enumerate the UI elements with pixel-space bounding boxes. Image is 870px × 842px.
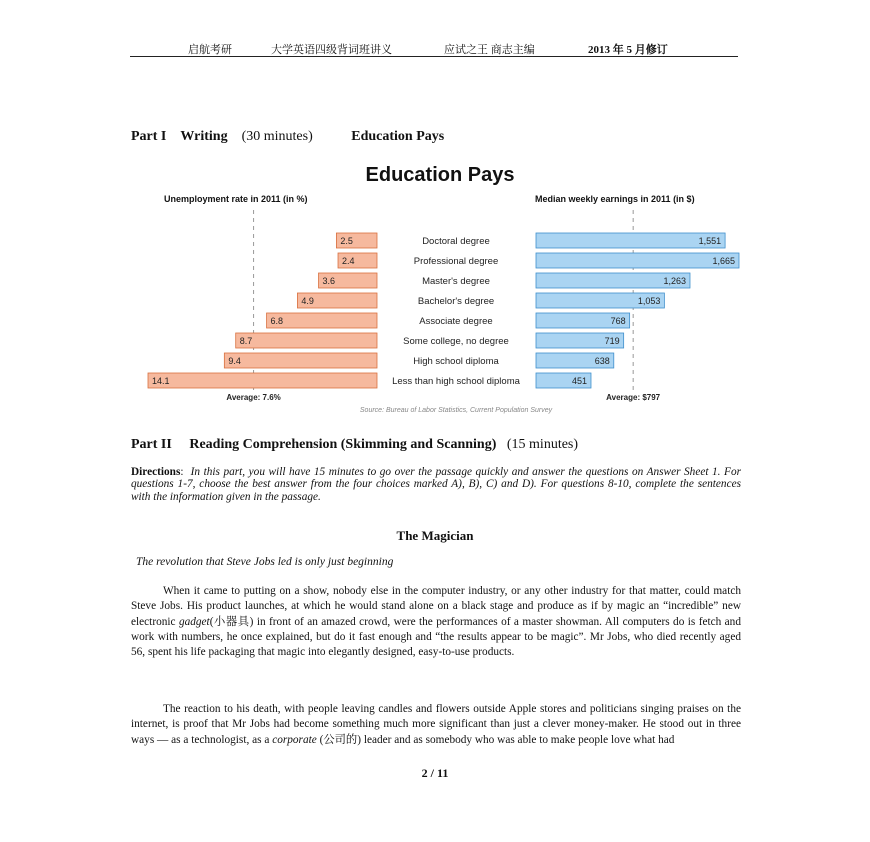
unemployment-label-7: 14.1 xyxy=(152,376,170,386)
earnings-header: Median weekly earnings in 2011 (in $) xyxy=(535,194,695,204)
part1-heading xyxy=(131,129,444,145)
p2-gloss: (公司的) xyxy=(319,733,361,746)
directions-text: In this part, you will have 15 minutes to go over the passage quickly and answer the questions on Answer Sheet 1. For questions 1-7, choose the best answer from the four choices marked A), B), C) and D). For questions 8-10, complete the sentences with the information given in the passage. xyxy=(131,466,742,503)
category-label-4: Associate degree xyxy=(419,316,493,327)
p1-part-b: in front of an amazed crowd, were the performances of a master showman. All computers do is fetch and work with numbers, he once explained, but do it fast enough and “the results appear to be magic”. Mr Jobs, who died recently aged 56, spent his life packaging that magic into elegantly designed, easy-to-use products. xyxy=(131,615,741,659)
unemployment-bar-7 xyxy=(148,373,377,388)
category-label-1: Professional degree xyxy=(413,256,499,267)
left-average-label: Average: 7.6% xyxy=(226,393,281,402)
p2-part-b: leader and as somebody who was able to make people love what had xyxy=(363,733,675,746)
chart-title: Education Pays xyxy=(365,164,515,186)
unemployment-bar-6 xyxy=(224,353,377,368)
directions-block: Directions: In this part, you will have 15 minutes to go over the passage quickly and answer the questions on Answer Sheet 1. For questions 1-7, choose the best answer from the four choices marked A), B), C) and D). For questions 8-10, complete the sentences with the information given in the passage. xyxy=(131,466,742,503)
education-pays-chart xyxy=(140,160,740,420)
category-label-0: Doctoral degree xyxy=(422,236,490,247)
category-label-7: Less than high school diploma xyxy=(392,376,520,387)
part2-heading xyxy=(131,437,578,453)
part1-topic: Education Pays xyxy=(351,129,445,144)
category-label-5: Some college, no degree xyxy=(403,336,509,347)
directions-label: Directions xyxy=(131,466,181,478)
part2-name: Reading Comprehension (Skimming and Scanning) xyxy=(189,437,497,452)
unemployment-header: Unemployment rate in 2011 (in %) xyxy=(164,194,308,204)
part2-time: (15 minutes) xyxy=(506,437,579,452)
chart-svg xyxy=(140,160,740,420)
unemployment-bar-5 xyxy=(236,333,377,348)
earnings-label-4: 768 xyxy=(610,316,626,326)
unemployment-label-4: 6.8 xyxy=(270,316,284,326)
chart-source: Source: Bureau of Labor Statistics, Current Population Survey xyxy=(359,407,553,414)
p1-term: gadget xyxy=(178,615,210,628)
unemployment-label-1: 2.4 xyxy=(342,256,355,266)
earnings-label-1: 1,665 xyxy=(712,256,735,266)
p2-part-a: The reaction to his death, with people leaving candles and flowers outside Apple stores and politicians singing praises on the internet, is proof that Mr Jobs had become something much more significant than just a clever money-maker. He stood out in three ways — as a technologist, as a xyxy=(131,703,741,746)
part2-label: Part II xyxy=(131,437,172,452)
earnings-label-2: 1,263 xyxy=(663,276,686,286)
earnings-bar-1 xyxy=(536,253,739,268)
header-brand: 启航考研 xyxy=(188,44,232,56)
unemployment-label-5: 8.7 xyxy=(239,336,253,346)
earnings-label-5: 719 xyxy=(604,336,620,346)
earnings-bar-0 xyxy=(536,233,725,248)
running-header xyxy=(130,40,738,57)
right-average-label: Average: $797 xyxy=(606,393,661,402)
category-label-2: Master's degree xyxy=(422,276,490,287)
paragraph-1 xyxy=(131,584,741,660)
paragraph-2 xyxy=(131,702,741,748)
earnings-label-7: 451 xyxy=(571,376,587,386)
header-editor: 应试之王 商志主编 xyxy=(444,44,535,56)
page-number: 2 / 11 xyxy=(421,766,449,780)
unemployment-label-0: 2.5 xyxy=(340,236,353,246)
part1-time: (30 minutes) xyxy=(241,129,313,144)
earnings-label-3: 1,053 xyxy=(637,296,661,306)
header-date: 2013 年 5 月修订 xyxy=(588,44,668,56)
article-title: The Magician xyxy=(396,528,474,543)
category-label-3: Bachelor's degree xyxy=(417,296,495,307)
p2-term: corporate xyxy=(272,733,317,746)
header-course: 大学英语四级背词班讲义 xyxy=(271,44,392,56)
p1-part-a: When it came to putting on a show, nobody else in the computer industry, or any other industry for that matter, could match Steve Jobs. His product launches, at which he would stand alone on a black stage and produce as if by magic an “incredible” new electronic xyxy=(131,585,741,628)
unemployment-label-6: 9.4 xyxy=(228,356,241,366)
p1-gloss: (小器具) xyxy=(209,615,254,628)
article-subtitle: The revolution that Steve Jobs led is only just beginning xyxy=(136,556,394,568)
unemployment-label-3: 4.9 xyxy=(301,296,314,306)
unemployment-bar-4 xyxy=(267,313,377,328)
part1-name: Writing xyxy=(180,129,228,144)
earnings-label-6: 638 xyxy=(594,356,610,366)
earnings-label-0: 1,551 xyxy=(698,236,722,246)
part1-label: Part I xyxy=(131,129,167,144)
category-label-6: High school diploma xyxy=(413,356,499,367)
unemployment-label-2: 3.6 xyxy=(322,276,336,286)
